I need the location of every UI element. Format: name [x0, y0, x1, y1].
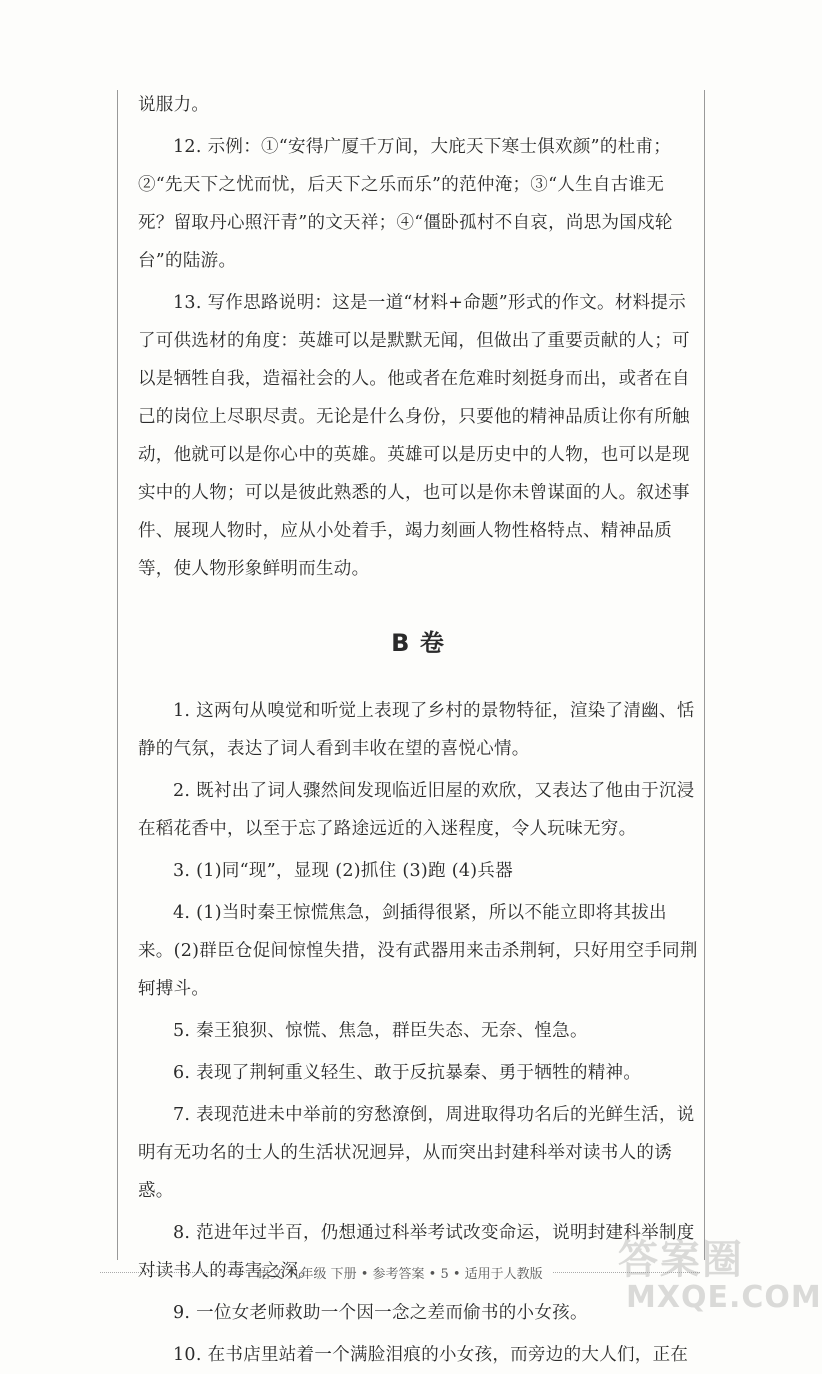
- section-b-title: B 卷: [391, 629, 445, 657]
- left-margin-rule: [117, 90, 118, 1260]
- continued-paragraph: 说服力。: [138, 95, 210, 115]
- b-answer-2: 2. 既衬出了词人骤然间发现临近旧屋的欢欣，又表达了他由于沉浸在稻花香中，以至于忘了路途远近的入迷程度，令人玩味无穷。: [138, 781, 695, 839]
- watermark-logo-text: 答案圈: [618, 1237, 744, 1283]
- site-watermark: [600, 1228, 822, 1316]
- b-answer-5: 5. 秦王狼狈、惊慌、焦急，群臣失态、无奈、惶急。: [173, 1021, 588, 1041]
- b-answer-6: 6. 表现了荆轲重义轻生、敢于反抗暴秦、勇于牺牲的精神。: [173, 1063, 642, 1083]
- b-answer-8: 8. 范进年过半百，仍想通过科举考试改变命运，说明封建科举制度对读书人的毒害之深。: [138, 1223, 695, 1281]
- right-margin-rule: [704, 90, 705, 1260]
- answer-13: 13. 写作思路说明：这是一道“材料+命题”形式的作文。材料提示了可供选材的角度：英雄可以是默默无闻，但做出了重要贡献的人；可以是牺牲自我，造福社会的人。他或者在危难时刻挺身而出，或者在自己的岗位上尽职尽责。无论是什么身份，只要他的精神品质让你有所触动，他就可以是你心中的英雄。英雄可以是历史中的人物，也可以是现实中的人物；可以是彼此熟悉的人，也可以是你未曾谋面的人。叙述事件、展现人物时，应从小处着手，竭力刻画人物性格特点、精神品质等，使人物形象鲜明而生动。: [138, 293, 690, 579]
- watermark-url: MXQE.COM: [626, 1280, 822, 1315]
- b-answer-4: 4. (1)当时秦王惊慌焦急，剑插得很紧，所以不能立即将其拔出来。(2)群臣仓促间惊惶失措，没有武器用来击杀荆轲，只好用空手同荆轲搏斗。: [138, 903, 698, 999]
- b-answer-9: 9. 一位女老师救助一个因一念之差而偷书的小女孩。: [173, 1303, 588, 1323]
- b-answer-3: 3. (1)同“现”，显现 (2)抓住 (3)跑 (4)兵器: [173, 861, 513, 881]
- footer-text: 语文 九年级 下册 • 参考答案 • 5 • 适用于人教版: [257, 1266, 543, 1282]
- b-answer-7: 7. 表现范进未中举前的穷愁潦倒，周进取得功名后的光鲜生活，说明有无功名的士人的生活状况迥异，从而突出封建科举对读书人的诱惑。: [138, 1105, 695, 1201]
- answer-12: 12. 示例：①“安得广厦千万间，大庇天下寒士俱欢颜”的杜甫；②“先天下之忧而忧，后天下之乐而乐”的范仲淹；③“人生自古谁无死？留取丹心照汗青”的文天祥；④“僵卧孤村不自哀，尚思为国戍轮台”的陆游。: [138, 137, 673, 271]
- footer-dotted-line-left: [100, 1272, 247, 1273]
- b-answer-10: 10. 在书店里站着一个满脸泪痕的小女孩，而旁边的大人们，正在: [173, 1345, 689, 1365]
- answer-content: [138, 86, 698, 1374]
- b-answer-1: 1. 这两句从嗅觉和听觉上表现了乡村的景物特征，渲染了清幽、恬静的气氛，表达了词人看到丰收在望的喜悦心情。: [138, 701, 695, 759]
